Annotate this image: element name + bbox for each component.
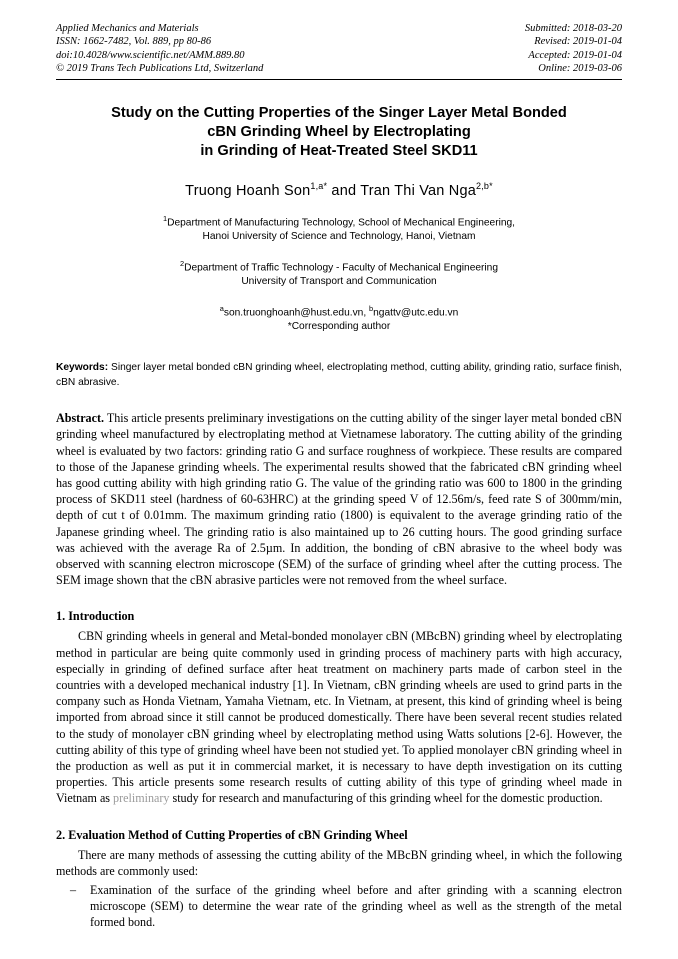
- intro-text-part-1: CBN grinding wheels in general and Metal-bonded monolayer cBN (MBcBN) grinding wheel by electroplating method in particular are being quite commonly used in grinding process of machinery parts with high accuracy, especially in grinding of defined surface after heat treatment on machinery parts made of carbon steel in the countries with a developed mechanical industry [1]. In Vietnam, cBN grinding wheels are used to grind parts in the company such as Honda Vietnam, Yamaha Vietnam, etc. In Vietnam, at present, this kind of grinding wheel is being imported from abroad since it still cannot be produced domestically. There have been several recent studies related to the study of monolayer cBN grinding wheel by electroplating method using Watts solutions [2-6]. However, the cutting ability of this type of grinding wheel have been not studied yet. To applied monolayer cBN grinding wheel in the production as well as put it in commercial market, it is necessary to have depth investigation on its cutting properties. This article presents some research results of cutting ability of this type of grinding wheel made in Vietnam as: [56, 629, 622, 806]
- section-evaluation-paragraph: There are many methods of assessing the cutting ability of the MBcBN grinding wheel, in which the following methods are commonly used:: [56, 847, 622, 878]
- author-one-name: Truong Hoanh Son: [185, 182, 311, 199]
- corresponding-author-note: *Corresponding author: [287, 320, 391, 332]
- affiliation-two: [56, 257, 622, 289]
- author-emails: [56, 302, 622, 334]
- header-divider: [56, 79, 622, 80]
- date-submitted: Submitted: 2018-03-20: [524, 23, 622, 34]
- journal-doi: doi:10.4028/www.scientific.net/AMM.889.80: [56, 49, 245, 61]
- journal-copyright: © 2019 Trans Tech Publications Ltd, Switzerland: [56, 63, 264, 75]
- keywords-text: Singer layer metal bonded cBN grinding wheel, electroplating method, cutting ability, grinding ratio, surface finish, cBN abrasive.: [56, 362, 622, 388]
- page-title: [56, 104, 622, 161]
- affiliation-two-line-1: [56, 257, 622, 275]
- author-two-affiliation-marker: 2,b*: [475, 180, 493, 191]
- author-conjunction: and: [327, 182, 361, 199]
- keywords-label: Keywords:: [56, 362, 109, 374]
- masthead: [56, 22, 622, 76]
- title-line-2: cBN Grinding Wheel by Electroplating: [207, 123, 471, 140]
- masthead-left: [56, 22, 263, 76]
- page-content: [56, 22, 622, 931]
- email-marker-a: a: [219, 303, 224, 313]
- abstract-block: [56, 410, 622, 588]
- author-two-name: Tran Thi Van Nga: [360, 182, 476, 199]
- abstract-label: Abstract.: [56, 411, 105, 426]
- intro-text-part-2: study for research and manufacturing of this grinding wheel for the domestic production.: [169, 791, 603, 806]
- affiliation-one-line-2: Hanoi University of Science and Technology, Hanoi, Vietnam: [202, 231, 476, 243]
- intro-text-highlight: preliminary: [113, 791, 170, 806]
- affiliation-two-marker: 2: [179, 259, 185, 269]
- affiliation-two-line-2: University of Transport and Communication: [241, 276, 437, 288]
- journal-name: Applied Mechanics and Materials: [56, 23, 199, 34]
- affiliation-one-text-1: Department of Manufacturing Technology, School of Mechanical Engineering,: [167, 217, 516, 229]
- affiliation-one-line-1: [56, 212, 622, 230]
- email-marker-b: b: [369, 303, 374, 313]
- email-one[interactable]: son.truonghoanh@hust.edu.vn,: [223, 307, 370, 318]
- section-heading-introduction: 1. Introduction: [56, 609, 135, 624]
- list-bullet-dash: –: [70, 883, 77, 898]
- author-list: [56, 181, 622, 199]
- date-online: Online: 2019-03-06: [538, 63, 622, 75]
- keywords-block: [56, 361, 622, 390]
- evaluation-method-list: [56, 882, 622, 931]
- list-item: [56, 882, 622, 931]
- journal-issn: ISSN: 1662-7482, Vol. 889, pp 80-86: [56, 36, 212, 48]
- list-item-text: Examination of the surface of the grinding wheel before and after grinding with a scanning electron microscope (SEM) to determine the wear rate of the grinding wheel as well as the strength of the metal formed bond.: [90, 883, 622, 930]
- email-line: [56, 302, 622, 320]
- email-two[interactable]: ngattv@utc.edu.vn: [373, 307, 459, 318]
- date-accepted: Accepted: 2019-01-04: [528, 49, 622, 61]
- masthead-right: [525, 22, 622, 76]
- affiliation-one-marker: 1: [162, 214, 168, 224]
- title-line-1: Study on the Cutting Properties of the Singer Layer Metal Bonded: [111, 104, 567, 121]
- title-line-3: in Grinding of Heat-Treated Steel SKD11: [200, 142, 478, 159]
- abstract-text: This article presents preliminary investigations on the cutting ability of the singer layer metal bonded cBN grinding wheel manufactured by electroplating method at Vietnamese laboratory. The cutting ability of the grinding wheel is evaluated by two factors: grinding ratio G and surface roughness of workpiece. These results are compared to those of the Japanese grinding wheels. The experimental results showed that the fabricated cBN grinding wheel has good cutting ability with high grinding ratio G. The value of the grinding ratio was 600 to 1800 in the grinding process of SKD11 steel (hardness of 60-63HRC) at the grinding speed V of 12.56m/s, feed rate S of 300mm/min, depth of cut t of 0.01mm. The maximum grinding ratio (1800) is equivalent to the average grinding ratio of the Japanese grinding wheel. The grinding ratio is also maintained up to 26 cutting hours. The good grinding surface was achieved with the average Ra of 2.5µm. In addition, the bonding of cBN abrasive to the wheel body was observed with scanning electron microscope (SEM) of the surface of grinding wheel after the cutting process. The SEM image shown that the cBN abrasive particles were not removed from the wheel surface.: [56, 411, 622, 588]
- section-introduction-paragraph: [56, 628, 622, 806]
- affiliation-two-text-1: Department of Traffic Technology - Faculty of Mechanical Engineering: [184, 262, 499, 274]
- section-heading-evaluation-method: 2. Evaluation Method of Cutting Properties of cBN Grinding Wheel: [56, 827, 408, 842]
- affiliation-one: [56, 212, 622, 244]
- date-revised: Revised: 2019-01-04: [534, 36, 622, 48]
- author-one-affiliation-marker: 1,a*: [310, 180, 328, 191]
